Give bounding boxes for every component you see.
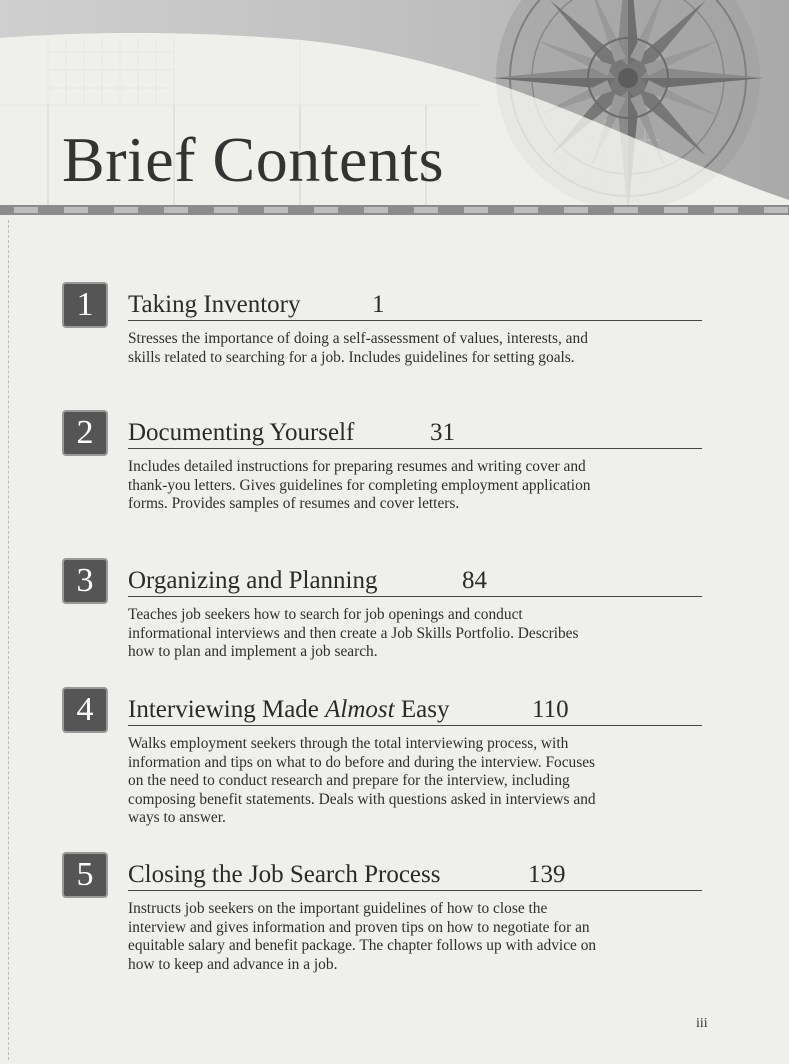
chapter-title[interactable]: Documenting Yourself [128, 419, 355, 446]
chapter-page-number[interactable]: 31 [430, 419, 455, 446]
page-folio: iii [696, 1016, 708, 1031]
chapter-heading [128, 695, 702, 726]
chapter-description: Includes detailed instructions for preparing resumes and writing cover and thank-you letters. Gives guidelines for completing employment application forms. Provides samples of resumes and cover letters. [128, 458, 591, 512]
chapter-title-emphasis: Almost [325, 696, 395, 723]
chapter-heading [128, 290, 702, 321]
chapter-heading [128, 418, 702, 449]
chapter-title-part: Interviewing Made [128, 696, 326, 723]
chapter-page-number[interactable]: 139 [528, 861, 566, 888]
chapter-page-number[interactable]: 1 [372, 291, 385, 318]
chapter-title[interactable] [128, 695, 449, 725]
chapter-number-badge: 3 [62, 558, 108, 604]
chapter-title[interactable]: Organizing and Planning [128, 567, 378, 594]
chapter-number-badge: 1 [62, 282, 108, 328]
chapter-number-badge: 4 [62, 687, 108, 733]
chapter-page-number[interactable]: 84 [462, 567, 487, 594]
chapter-description: Walks employment seekers through the total interviewing process, with information and tips on what to do before and during the interview. Focuses on the need to conduct research and prepare for the interview, including composing benefit statements. Deals with questions asked in interviews and ways to answer. [128, 735, 596, 826]
chapter-heading [128, 860, 702, 891]
chapter-page-number[interactable]: 110 [532, 696, 569, 723]
chapter-title[interactable]: Closing the Job Search Process [128, 861, 441, 888]
chapter-heading [128, 566, 702, 597]
binding-edge [8, 220, 9, 1060]
chapter-description: Teaches job seekers how to search for job openings and conduct informational interviews and then create a Job Skills Portfolio. Describes how to plan and implement a job search. [128, 606, 579, 660]
decorative-rule [0, 205, 789, 215]
chapter-title[interactable]: Taking Inventory [128, 291, 301, 318]
page-title: Brief Contents [62, 124, 445, 195]
chapter-title-part: Easy [394, 696, 450, 723]
chapter-description: Instructs job seekers on the important guidelines of how to close the interview and gives information and proven tips on how to negotiate for an equitable salary and benefit package. The chapter follows up with advice on how to keep and advance in a job. [128, 900, 597, 973]
chapter-number-badge: 5 [62, 852, 108, 898]
chapter-number-badge: 2 [62, 410, 108, 456]
chapter-description: Stresses the importance of doing a self-assessment of values, interests, and skills related to searching for a job. Includes guidelines for setting goals. [128, 330, 588, 366]
